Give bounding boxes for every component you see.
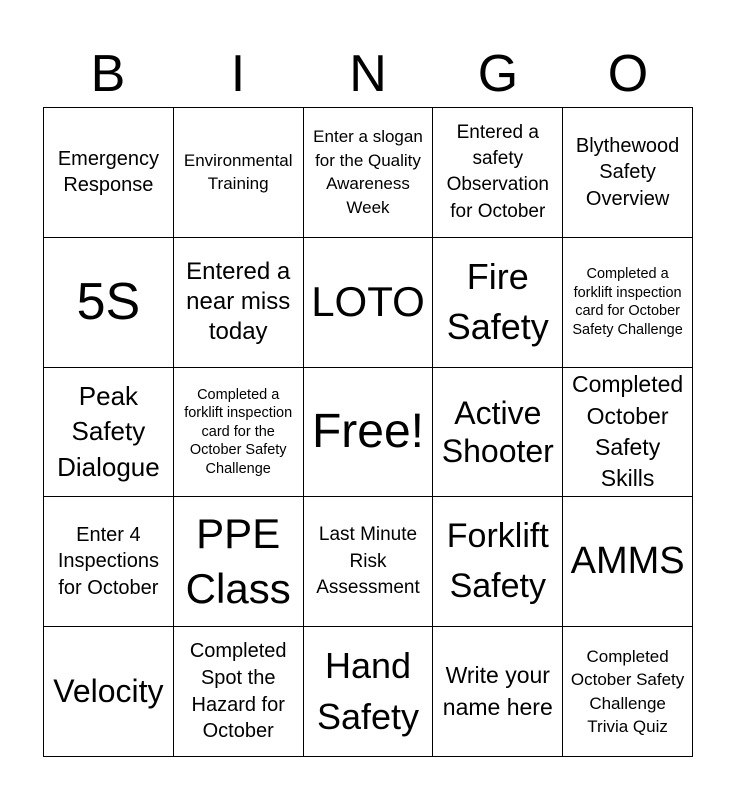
- bingo-header: [43, 40, 693, 108]
- header-letter-o: O: [607, 45, 649, 103]
- header-letter-n: N: [349, 45, 387, 103]
- bingo-cell[interactable]: Blythewood Safety Overview: [563, 108, 693, 238]
- bingo-cell[interactable]: AMMS: [563, 497, 693, 627]
- free-space[interactable]: Free!: [304, 368, 434, 498]
- bingo-cell[interactable]: PPE Class: [174, 497, 304, 627]
- header-letter-i: I: [230, 45, 246, 103]
- bingo-cell[interactable]: Velocity: [44, 627, 174, 757]
- bingo-cell[interactable]: Environmental Training: [174, 108, 304, 238]
- bingo-cell[interactable]: Completed October Safety Skills: [563, 368, 693, 498]
- bingo-cell[interactable]: Write your name here: [433, 627, 563, 757]
- bingo-cell[interactable]: Enter a slogan for the Quality Awareness Week: [304, 108, 434, 238]
- bingo-cell[interactable]: Completed a forklift inspection card for October Safety Challenge: [563, 238, 693, 368]
- bingo-cell[interactable]: Last Minute Risk Assessment: [304, 497, 434, 627]
- bingo-cell[interactable]: Completed Spot the Hazard for October: [174, 627, 304, 757]
- bingo-cell[interactable]: Emergency Response: [44, 108, 174, 238]
- bingo-cell[interactable]: Entered a safety Observation for October: [433, 108, 563, 238]
- header-letter-b: B: [90, 45, 126, 103]
- bingo-cell[interactable]: Completed a forklift inspection card for the October Safety Challenge: [174, 368, 304, 498]
- header-letter-g: G: [477, 45, 519, 103]
- bingo-cell[interactable]: Peak Safety Dialogue: [44, 368, 174, 498]
- bingo-cell[interactable]: Hand Safety: [304, 627, 434, 757]
- bingo-cell[interactable]: Active Shooter: [433, 368, 563, 498]
- bingo-cell[interactable]: Enter 4 Inspections for October: [44, 497, 174, 627]
- bingo-cell[interactable]: Completed October Safety Challenge Trivia Quiz: [563, 627, 693, 757]
- bingo-cell[interactable]: Entered a near miss today: [174, 238, 304, 368]
- bingo-cell[interactable]: Fire Safety: [433, 238, 563, 368]
- bingo-cell[interactable]: 5S: [44, 238, 174, 368]
- bingo-cell[interactable]: Forklift Safety: [433, 497, 563, 627]
- bingo-cell[interactable]: LOTO: [304, 238, 434, 368]
- bingo-board: [43, 107, 693, 757]
